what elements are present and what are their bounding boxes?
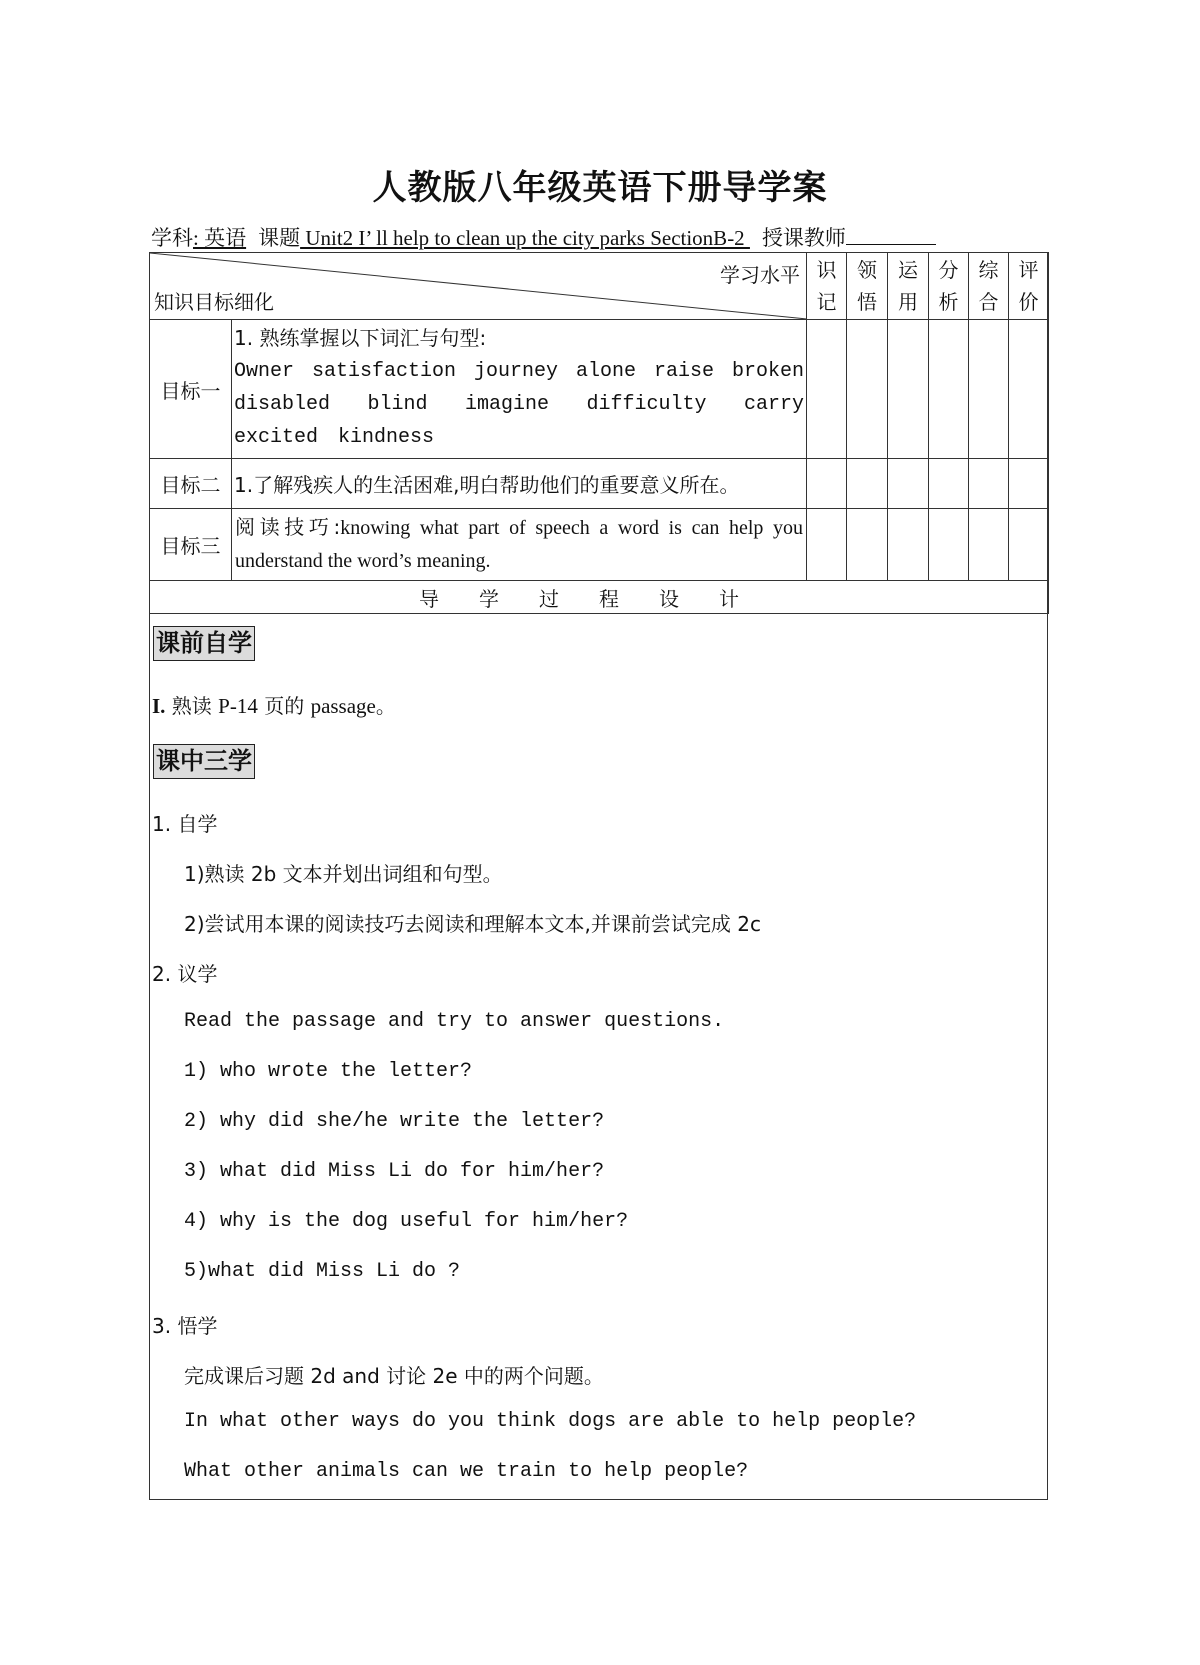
goal3-level-cell xyxy=(807,509,847,581)
header-meta xyxy=(151,222,1051,252)
insight-title: 3. 悟学 xyxy=(152,1314,218,1338)
subject-label: 学科 xyxy=(151,226,193,250)
diagonal-header-cell xyxy=(150,253,807,320)
goal2-level-cell xyxy=(929,459,969,509)
teacher-blank xyxy=(846,226,936,245)
goal3-level-cell xyxy=(929,509,969,581)
goal3-level-cell xyxy=(969,509,1009,581)
goal1-words-row2: disabled blind imagine difficulty carry xyxy=(234,393,804,416)
goal2-level-cell xyxy=(807,459,847,509)
goal1-level-cell xyxy=(847,320,888,459)
goal3-level-cell xyxy=(888,509,929,581)
level-comprehend: 领 悟 xyxy=(847,253,888,320)
in-class-heading: 课中三学 xyxy=(153,744,255,779)
insight-item-1: 完成课后习题 2d and 讨论 2e 中的两个问题。 xyxy=(184,1364,604,1388)
goal2-level-cell xyxy=(969,459,1009,509)
goal1-intro: 1. 熟练掌握以下词汇与句型: xyxy=(234,326,487,350)
page-title: 人教版八年级英语下册导学案 xyxy=(372,168,828,208)
level-analyze: 分 析 xyxy=(929,253,969,320)
level-recall: 识 记 xyxy=(807,253,847,320)
goal3-prefix: 阅读技巧: xyxy=(235,515,341,539)
goal3-level-cell xyxy=(847,509,888,581)
discuss-title: 2. 议学 xyxy=(152,962,218,986)
goal2-level-cell xyxy=(847,459,888,509)
goal1-level-cell xyxy=(969,320,1009,459)
level-header-label: 学习水平 xyxy=(720,263,800,287)
goal2-label: 目标二 xyxy=(150,459,232,509)
pre-study-heading: 课前自学 xyxy=(153,626,255,661)
level-synthesize: 综 合 xyxy=(969,253,1009,320)
goal1-row xyxy=(150,320,1049,459)
goal2-level-cell xyxy=(888,459,929,509)
self-study-item-2: 2)尝试用本课的阅读技巧去阅读和理解本文本,并课前尝试完成 2c xyxy=(184,912,761,936)
goal1-words-row1: Owner satisfaction journey alone raise broken xyxy=(234,360,804,383)
teacher-label: 授课教师 xyxy=(761,226,846,250)
goal2-level-cell xyxy=(1009,459,1049,509)
question-2: 2) why did she/he write the letter? xyxy=(184,1110,605,1133)
goal3-row xyxy=(150,509,1049,581)
goal1-level-cell xyxy=(929,320,969,459)
goal1-level-cell xyxy=(1009,320,1049,459)
insight-question-2: What other animals can we train to help people? xyxy=(184,1460,749,1483)
level-evaluate: 评 价 xyxy=(1009,253,1049,320)
objectives-table xyxy=(149,252,1049,614)
topic-label: 课题 xyxy=(258,226,301,250)
self-study-title: 1. 自学 xyxy=(152,812,218,836)
topic-value: Unit2 I’ ll help to clean up the city parks SectionB-2 xyxy=(300,226,750,250)
goal3-content xyxy=(232,509,807,581)
self-study-item-1: 1)熟读 2b 文本并划出词组和句型。 xyxy=(184,862,503,886)
subject-value: : 英语 xyxy=(193,226,247,250)
goal2-content: 1.了解残疾人的生活困难,明白帮助他们的重要意义所在。 xyxy=(232,459,807,509)
goal2-row xyxy=(150,459,1049,509)
question-4: 4) why is the dog useful for him/her? xyxy=(184,1210,629,1233)
pre-study-item: I. 熟读 P-14 页的 passage。 xyxy=(152,694,396,718)
insight-question-1: In what other ways do you think dogs are able to help people? xyxy=(184,1410,917,1433)
goal3-text: knowing what part of speech a word is can help you understand the word’s meaning. xyxy=(235,517,803,572)
goal1-content xyxy=(232,320,807,459)
goal-header-label: 知识目标细化 xyxy=(154,290,274,314)
goal1-level-cell xyxy=(888,320,929,459)
table-header-row xyxy=(150,253,1049,320)
goal1-label: 目标一 xyxy=(150,320,232,459)
question-3: 3) what did Miss Li do for him/her? xyxy=(184,1160,605,1183)
goal1-words-row3: excited kindness xyxy=(234,426,435,449)
level-apply: 运 用 xyxy=(888,253,929,320)
goal3-label: 目标三 xyxy=(150,509,232,581)
goal1-level-cell xyxy=(807,320,847,459)
process-header-row xyxy=(150,581,1049,614)
question-5: 5)what did Miss Li do ? xyxy=(184,1260,461,1283)
discuss-intro: Read the passage and try to answer questions. xyxy=(184,1010,725,1033)
goal3-level-cell xyxy=(1009,509,1049,581)
question-1: 1) who wrote the letter? xyxy=(184,1060,473,1083)
process-header: 导学过程设计 xyxy=(150,581,1049,614)
